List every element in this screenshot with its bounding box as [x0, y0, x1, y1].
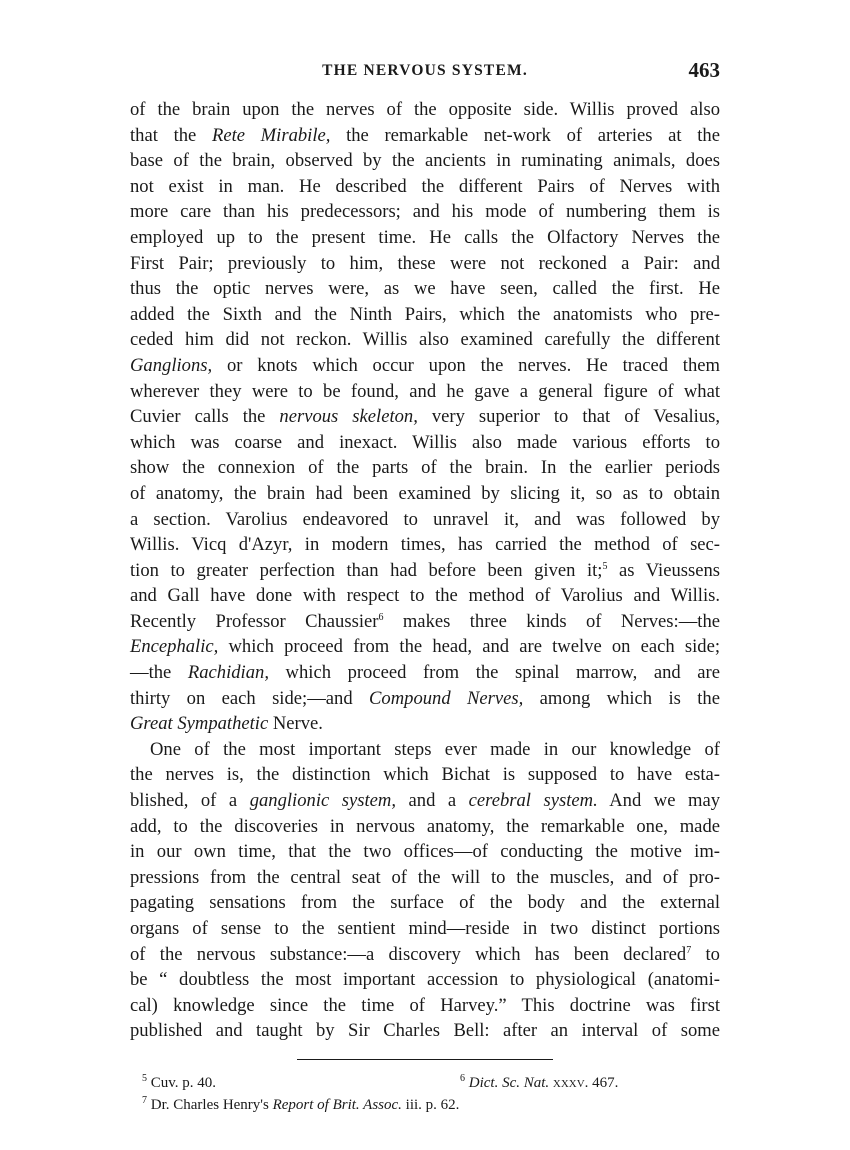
- footnote-row: [130, 1072, 720, 1094]
- page-number: 463: [688, 58, 720, 82]
- text-line: Willis. Vicq d'Azyr, in modern times, has carried the method of sec-: [130, 534, 720, 556]
- text-line: —the Rachidian, which proceed from the spinal marrow, and are: [130, 662, 720, 684]
- text-line: base of the brain, observed by the ancients in ruminating animals, does: [130, 150, 720, 172]
- text-line: cal) knowledge since the time of Harvey.” This doctrine was first: [130, 994, 720, 1016]
- text-line: First Pair; previously to him, these were not reckoned a Pair: and: [130, 252, 720, 274]
- text-line: Great Sympathetic Nerve.: [130, 713, 323, 735]
- footnote-ref: 6: [378, 611, 384, 623]
- text-line: pressions from the central seat of the will to the muscles, and of pro-: [130, 866, 720, 888]
- text-line: Ganglions, or knots which occur upon the nerves. He traced them: [130, 354, 720, 376]
- text-line: that the Rete Mirabile, the remarkable net-work of arteries at the: [130, 124, 720, 146]
- text-line: a section. Varolius endeavored to unravel it, and was followed by: [130, 508, 720, 530]
- text-line: wherever they were to be found, and he gave a general figure of what: [130, 380, 720, 402]
- running-head: [130, 58, 720, 88]
- text-line: of the nervous substance:—a discovery which has been declared$^7$ to: [130, 943, 720, 965]
- text-line: thus the optic nerves were, as we have seen, called the first. He: [130, 278, 720, 300]
- footnote-ref: 7: [686, 944, 692, 956]
- text-line: not exist in man. He described the different Pairs of Nerves with: [130, 175, 720, 197]
- text-line: ceded him did not reckon. Willis also examined carefully the different: [130, 329, 720, 351]
- text-line: thirty on each side;—and Compound Nerves, among which is the: [130, 687, 720, 709]
- body-text: [130, 97, 720, 1044]
- text-line: and Gall have done with respect to the method of Varolius and Willis.: [130, 585, 720, 607]
- text-line: pagating sensations from the surface of the body and the external: [130, 892, 720, 914]
- text-line: in our own time, that the two offices—of conducting the motive im-: [130, 841, 720, 863]
- text-line: tion to greater perfection than had before been given it;$^5$ as Vieussens: [130, 559, 721, 581]
- text-line: published and taught by Sir Charles Bell: after an interval of some: [130, 1020, 720, 1042]
- footnote-ref: 5: [602, 560, 608, 572]
- book-page: [130, 58, 720, 1116]
- footnote-6: $^6$ Dict. Sc. Nat. xxxv. 467.: [460, 1072, 619, 1091]
- text-line: show the connexion of the parts of the brain. In the earlier periods: [130, 457, 720, 479]
- footnote-7: $^7$ Dr. Charles Henry's Report of Brit. Assoc. iii. p. 62.: [142, 1094, 460, 1113]
- text-line: Recently Professor Chaussier$^6$ makes three kinds of Nerves:—the: [130, 610, 720, 632]
- text-line: of anatomy, the brain had been examined by slicing it, so as to obtain: [130, 482, 720, 504]
- text-line: blished, of a ganglionic system, and a cerebral system. And we may: [130, 790, 721, 812]
- text-line: One of the most important steps ever made in our knowledge of: [150, 738, 720, 760]
- text-line: be “ doubtless the most important accession to physiological (anatomi-: [130, 969, 720, 991]
- footnote-row: [130, 1094, 720, 1116]
- text-line: the nerves is, the distinction which Bichat is supposed to have esta-: [130, 764, 720, 786]
- text-line: added the Sixth and the Ninth Pairs, which the anatomists who pre-: [130, 303, 720, 325]
- footnote-rule: [297, 1059, 553, 1060]
- text-line: which was coarse and inexact. Willis also made various efforts to: [130, 431, 720, 453]
- text-line: organs of sense to the sentient mind—reside in two distinct portions: [130, 918, 720, 939]
- text-line: Encephalic, which proceed from the head, and are twelve on each side;: [130, 636, 720, 658]
- text-line: of the brain upon the nerves of the opposite side. Willis proved also: [130, 99, 720, 120]
- footnotes: [130, 1072, 720, 1116]
- text-line: Cuvier calls the nervous skeleton, very superior to that of Vesalius,: [130, 406, 720, 428]
- running-title: THE NERVOUS SYSTEM.: [322, 62, 528, 79]
- footnote-5: $^5$ Cuv. p. 40.: [142, 1072, 217, 1091]
- text-line: add, to the discoveries in nervous anatomy, the remarkable one, made: [130, 815, 720, 837]
- text-line: employed up to the present time. He calls the Olfactory Nerves the: [130, 226, 720, 248]
- text-line: more care than his predecessors; and his mode of numbering them is: [130, 201, 720, 223]
